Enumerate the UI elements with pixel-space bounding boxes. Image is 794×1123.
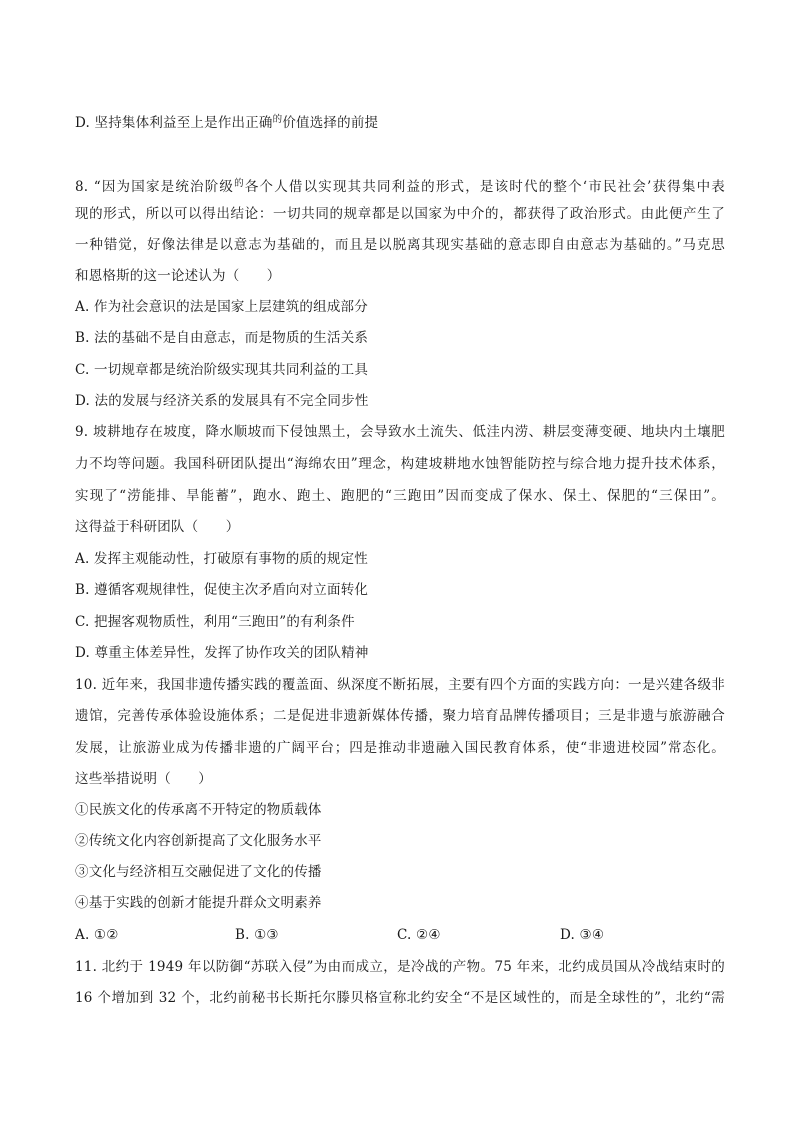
q8-stem-line-1: 8. “因为国家是统治阶级$^的$各个人借以实现其共同利益的形式，是该时代的整个‘市民社会’获得集中表 [75, 178, 725, 195]
q7-option-d-sup: 的 [272, 114, 283, 125]
q10-choice-b: B. ①③ [235, 927, 279, 943]
q9-stem-line-2: 力不均等问题。我国科研团队提出“海绵农田”理念，构建坡耕地水蚀智能防控与综合地力提升技术体系， [75, 456, 725, 472]
q10-choice-a: A. ①② [75, 927, 119, 943]
q8-option-a: A. 作为社会意识的法是国家上层建筑的组成部分 [75, 299, 368, 315]
q11-stem-line-1: 11. 北约于 1949 年以防御“苏联入侵”为由而成立，是冷战的产物。75 年来，北约成员国从冷战结束时的 [75, 959, 725, 975]
q10-statement-4: ④基于实践的创新才能提升群众文明素养 [75, 895, 322, 911]
q10-stem-line-3: 发展，让旅游业成为传播非遗的广阔平台；四是推动非遗融入国民教育体系，使“非遗进校园”常态化。 [75, 740, 725, 756]
q11-stem-line-2: 16 个增加到 32 个，北约前秘书长斯托尔滕贝格宣称北约安全“不是区域性的，而是全球性的”，北约“需 [75, 990, 725, 1006]
q8-option-c: C. 一切规章都是统治阶级实现其共同利益的工具 [75, 362, 369, 378]
q9-option-c: C. 把握客观物质性，利用“三跑田”的有利条件 [75, 614, 355, 630]
q10-stem-line-4: 这些举措说明（ ） [75, 771, 212, 787]
q10-stem-line-2: 遗馆，完善传承体验设施体系；二是促进非遗新媒体传播，聚力培育品牌传播项目；三是非遗与旅游融合 [75, 708, 725, 724]
q8-option-b: B. 法的基础不是自由意志，而是物质的生活关系 [75, 330, 369, 346]
q9-stem-line-1: 9. 坡耕地存在坡度，降水顺坡而下侵蚀黑土，会导致水土流失、低洼内涝、耕层变薄变硬、地块内土壤肥 [75, 424, 725, 440]
q10-statement-2: ②传统文化内容创新提高了文化服务水平 [75, 833, 322, 849]
q9-option-a: A. 发挥主观能动性，打破原有事物的质的规定性 [75, 551, 368, 567]
q7-option-d: D. 坚持集体利益至上是作出正确$^的$价值选择的前提 [75, 114, 379, 131]
q9-option-d: D. 尊重主体差异性，发挥了协作攻关的团队精神 [75, 645, 369, 661]
q10-choice-c: C. ②④ [397, 927, 441, 943]
q10-choice-d: D. ③④ [560, 927, 605, 943]
q10-statement-3: ③文化与经济相互交融促进了文化的传播 [75, 864, 322, 880]
q8-stem-line-4: 和恩格斯的这一论述认为（ ） [75, 268, 281, 284]
q10-statement-1: ①民族文化的传承离不开特定的物质载体 [75, 802, 322, 818]
q8-stem-line-3: 一种错觉，好像法律是以意志为基础的，而且是以脱离其现实基础的意志即自由意志为基础的。”马克思 [75, 237, 725, 253]
q8-option-d: D. 法的发展与经济关系的发展具有不完全同步性 [75, 393, 369, 409]
q9-stem-line-3: 实现了“涝能排、旱能蓄”，跑水、跑土、跑肥的“三跑田”因而变成了保水、保土、保肥的“三保田”。 [75, 488, 725, 504]
q8-stem-line-2: 现的形式，所以可以得出结论：一切共同的规章都是以国家为中介的，都获得了政治形式。由此便产生了 [75, 206, 725, 222]
q10-stem-line-1: 10. 近年来，我国非遗传播实践的覆盖面、纵深度不断拓展，主要有四个方面的实践方向：一是兴建各级非 [75, 677, 725, 693]
q9-option-b: B. 遵循客观规律性，促使主次矛盾向对立面转化 [75, 582, 369, 598]
q9-stem-line-4: 这得益于科研团队（ ） [75, 519, 240, 535]
